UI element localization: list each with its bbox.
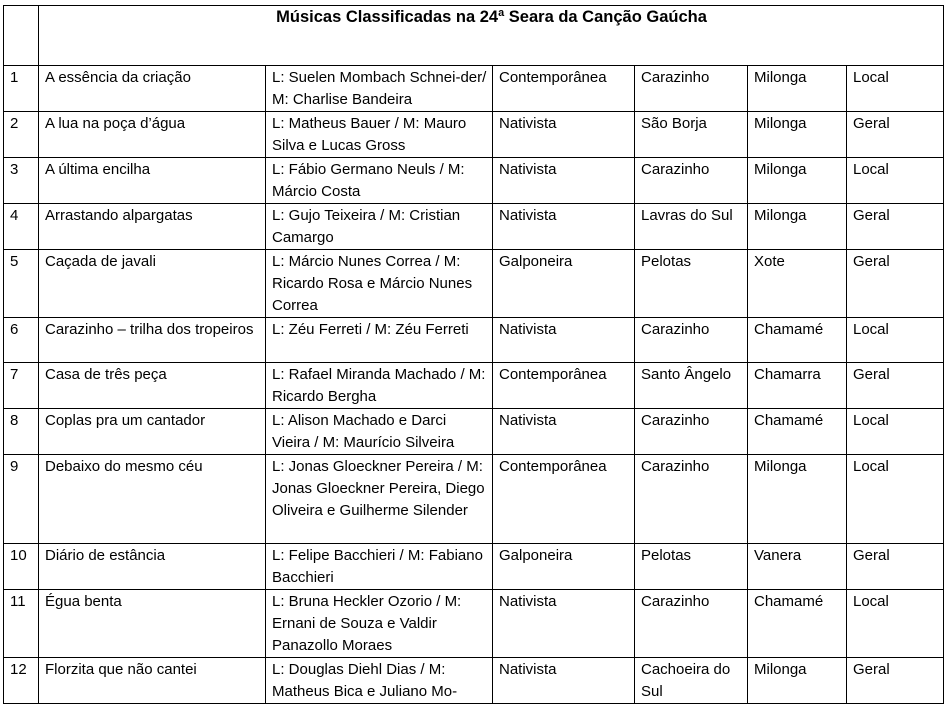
row-number: 1: [4, 66, 39, 112]
song-rhythm: Xote: [748, 250, 847, 318]
song-title: Caçada de javali: [39, 250, 266, 318]
song-rhythm: Chamarra: [748, 363, 847, 409]
song-title: Debaixo do mesmo céu: [39, 455, 266, 544]
song-rhythm: Vanera: [748, 544, 847, 590]
song-title: Casa de três peça: [39, 363, 266, 409]
table-row: [4, 590, 944, 658]
song-rhythm: Milonga: [748, 658, 847, 704]
song-authors: L: Márcio Nunes Correa / M: Ricardo Rosa e Márcio Nunes Correa: [266, 250, 493, 318]
song-scope: Local: [847, 318, 944, 363]
song-style: Contemporânea: [493, 363, 635, 409]
row-number: 6: [4, 318, 39, 363]
table-row: [4, 318, 944, 363]
table-row: [4, 363, 944, 409]
row-number: 3: [4, 158, 39, 204]
song-rhythm: Milonga: [748, 455, 847, 544]
song-style: Nativista: [493, 590, 635, 658]
song-title: Diário de estância: [39, 544, 266, 590]
song-rhythm: Chamamé: [748, 318, 847, 363]
song-authors: L: Bruna Heckler Ozorio / M: Ernani de Souza e Valdir Panazollo Moraes: [266, 590, 493, 658]
table-row: [4, 409, 944, 455]
song-scope: Local: [847, 66, 944, 112]
row-number: 9: [4, 455, 39, 544]
song-title: A essência da criação: [39, 66, 266, 112]
song-title: Florzita que não cantei: [39, 658, 266, 704]
song-scope: Local: [847, 455, 944, 544]
row-number: 10: [4, 544, 39, 590]
song-style: Contemporânea: [493, 66, 635, 112]
table-row: [4, 66, 944, 112]
song-authors: L: Alison Machado e Darci Vieira / M: Maurício Silveira: [266, 409, 493, 455]
song-rhythm: Chamamé: [748, 409, 847, 455]
song-title: Égua benta: [39, 590, 266, 658]
song-city: Pelotas: [635, 544, 748, 590]
title-row: [4, 6, 944, 66]
song-scope: Local: [847, 158, 944, 204]
song-authors: L: Suelen Mombach Schnei-der/ M: Charlise Bandeira: [266, 66, 493, 112]
song-rhythm: Milonga: [748, 158, 847, 204]
song-city: Cachoeira do Sul: [635, 658, 748, 704]
song-city: Carazinho: [635, 66, 748, 112]
row-number: 7: [4, 363, 39, 409]
song-authors: L: Fábio Germano Neuls / M: Márcio Costa: [266, 158, 493, 204]
title-row-empty-cell: [4, 6, 39, 66]
song-authors: L: Matheus Bauer / M: Mauro Silva e Lucas Gross: [266, 112, 493, 158]
song-rhythm: Milonga: [748, 204, 847, 250]
song-city: Carazinho: [635, 158, 748, 204]
table-row: [4, 544, 944, 590]
song-scope: Geral: [847, 204, 944, 250]
song-scope: Geral: [847, 250, 944, 318]
songs-table: [3, 5, 944, 704]
song-style: Contemporânea: [493, 455, 635, 544]
table-row: [4, 158, 944, 204]
song-style: Nativista: [493, 318, 635, 363]
row-number: 4: [4, 204, 39, 250]
table-row: [4, 658, 944, 704]
song-scope: Geral: [847, 112, 944, 158]
song-city: Carazinho: [635, 590, 748, 658]
song-title: Carazinho – trilha dos tropeiros: [39, 318, 266, 363]
song-rhythm: Milonga: [748, 66, 847, 112]
song-city: Lavras do Sul: [635, 204, 748, 250]
song-rhythm: Milonga: [748, 112, 847, 158]
song-style: Nativista: [493, 158, 635, 204]
song-scope: Local: [847, 409, 944, 455]
song-authors: L: Rafael Miranda Machado / M: Ricardo Bergha: [266, 363, 493, 409]
song-scope: Geral: [847, 658, 944, 704]
song-city: Pelotas: [635, 250, 748, 318]
song-city: São Borja: [635, 112, 748, 158]
table-row: [4, 204, 944, 250]
song-style: Galponeira: [493, 544, 635, 590]
table-row: [4, 455, 944, 544]
table-row: [4, 250, 944, 318]
song-city: Santo Ângelo: [635, 363, 748, 409]
song-title: A última encilha: [39, 158, 266, 204]
song-style: Nativista: [493, 204, 635, 250]
song-rhythm: Chamamé: [748, 590, 847, 658]
song-city: Carazinho: [635, 455, 748, 544]
row-number: 11: [4, 590, 39, 658]
song-title: A lua na poça d’água: [39, 112, 266, 158]
song-authors: L: Felipe Bacchieri / M: Fabiano Bacchieri: [266, 544, 493, 590]
song-title: Coplas pra um cantador: [39, 409, 266, 455]
song-authors: L: Zéu Ferreti / M: Zéu Ferreti: [266, 318, 493, 363]
song-authors: L: Gujo Teixeira / M: Cristian Camargo: [266, 204, 493, 250]
song-title: Arrastando alpargatas: [39, 204, 266, 250]
table-title: Músicas Classificadas na 24ª Seara da Canção Gaúcha: [39, 6, 944, 66]
song-style: Nativista: [493, 409, 635, 455]
song-authors: L: Jonas Gloeckner Pereira / M: Jonas Gloeckner Pereira, Diego Oliveira e Guilherme Silender: [266, 455, 493, 544]
song-city: Carazinho: [635, 409, 748, 455]
song-style: Nativista: [493, 658, 635, 704]
song-style: Nativista: [493, 112, 635, 158]
song-style: Galponeira: [493, 250, 635, 318]
song-scope: Geral: [847, 544, 944, 590]
song-city: Carazinho: [635, 318, 748, 363]
row-number: 12: [4, 658, 39, 704]
song-authors: L: Douglas Diehl Dias / M: Matheus Bica e Juliano Mo-: [266, 658, 493, 704]
row-number: 8: [4, 409, 39, 455]
table-row: [4, 112, 944, 158]
song-scope: Geral: [847, 363, 944, 409]
song-scope: Local: [847, 590, 944, 658]
row-number: 2: [4, 112, 39, 158]
row-number: 5: [4, 250, 39, 318]
